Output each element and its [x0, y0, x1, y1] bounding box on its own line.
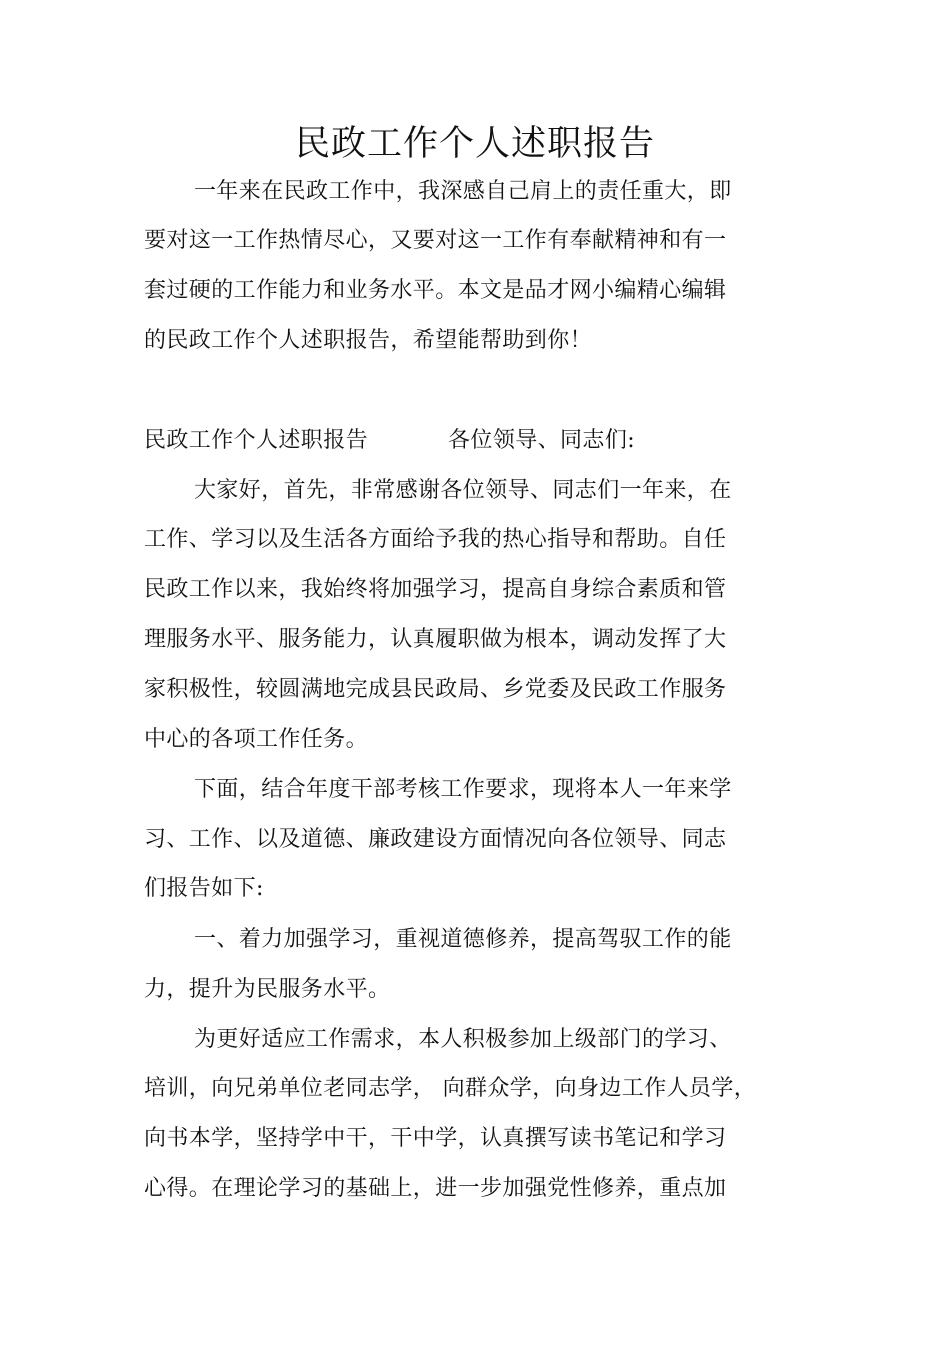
para1-line-5: 家积极性，较圆满地完成县民政局、乡党委及民政工作服务 [144, 677, 727, 702]
para1-line-1: 大家好，首先，非常感谢各位领导、同志们一年来，在 [194, 478, 732, 503]
intro-line-2: 要对这一工作热情尽心，又要对这一工作有奉献精神和有一 [144, 228, 727, 253]
intro-line-1: 一年来在民政工作中，我深感自己肩上的责任重大，即 [194, 179, 732, 204]
report-heading-line [144, 425, 635, 457]
para3-line-2: 培训，向兄弟单位老同志学， 向群众学，向身边工作人员学， [144, 1076, 757, 1101]
report-heading: 民政工作个人述职报告 [144, 428, 369, 453]
para3-line-3: 向书本学，坚持学中干，干中学，认真撰写读书笔记和学习 [144, 1126, 727, 1151]
para1-line-4: 理服务水平、服务能力，认真履职做为根本，调动发挥了大 [144, 627, 727, 652]
para3-line-1: 为更好适应工作需求，本人积极参加上级部门的学习、 [194, 1027, 732, 1052]
intro-line-3: 套过硬的工作能力和业务水平。本文是品才网小编精心编辑 [144, 278, 727, 303]
para2-line-1: 下面，结合年度干部考核工作要求，现将本人一年来学 [194, 777, 732, 802]
document-title: 民政工作个人述职报告 [294, 124, 655, 164]
para1-line-6: 中心的各项工作任务。 [144, 727, 369, 752]
para3-line-4: 心得。在理论学习的基础上，进一步加强党性修养，重点加 [144, 1176, 727, 1201]
para1-line-3: 民政工作以来，我始终将加强学习，提高自身综合素质和管 [144, 577, 727, 602]
salutation: 各位领导、同志们: [448, 428, 636, 453]
intro-line-4: 的民政工作个人述职报告，希望能帮助到你！ [144, 328, 593, 353]
para2-line-2: 习、工作、以及道德、廉政建设方面情况向各位领导、同志 [144, 827, 727, 852]
section1-line-1: 一、着力加强学习，重视道德修养，提高驾驭工作的能 [194, 927, 732, 952]
section1-line-2: 力，提升为民服务水平。 [144, 977, 391, 1002]
para1-line-2: 工作、学习以及生活各方面给予我的热心指导和帮助。自任 [144, 527, 727, 552]
para2-line-3: 们报告如下: [144, 876, 264, 901]
